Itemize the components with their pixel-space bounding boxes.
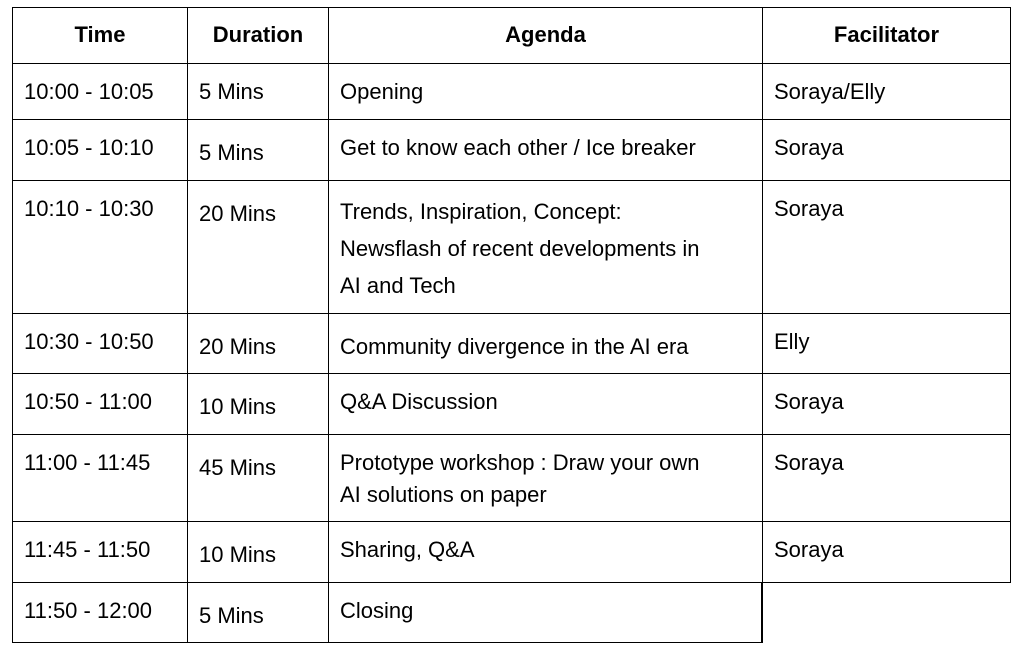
agenda-line: AI and Tech <box>340 273 456 298</box>
cell-duration: 10 Mins <box>187 373 328 434</box>
cell-duration: 10 Mins <box>187 521 328 582</box>
header-agenda: Agenda <box>328 7 762 63</box>
cell-duration: 5 Mins <box>187 119 328 180</box>
agenda-line: Newsflash of recent developments in <box>340 236 700 261</box>
cell-time: 10:10 - 10:30 <box>12 180 187 313</box>
agenda-line: Get to know each other / Ice breaker <box>340 135 696 160</box>
cell-time: 11:50 - 12:00 <box>12 582 187 643</box>
cell-duration: 20 Mins <box>187 180 328 313</box>
header-duration: Duration <box>187 7 328 63</box>
cell-facilitator: Soraya <box>762 180 1011 313</box>
cell-time: 11:00 - 11:45 <box>12 434 187 521</box>
cell-duration: 5 Mins <box>187 582 328 643</box>
cell-facilitator-empty <box>762 582 1011 643</box>
agenda-line: Closing <box>340 598 414 623</box>
agenda-line: AI solutions on paper <box>340 482 547 507</box>
cell-agenda <box>328 313 762 373</box>
agenda-line: Opening <box>340 79 424 104</box>
header-facilitator: Facilitator <box>762 7 1011 63</box>
agenda-line: Prototype workshop : Draw your own <box>340 450 700 475</box>
cell-time: 10:00 - 10:05 <box>12 63 187 119</box>
cell-facilitator: Soraya <box>762 373 1011 434</box>
agenda-line: Community divergence in the AI era <box>340 334 689 359</box>
agenda-line: Q&A Discussion <box>340 389 498 414</box>
cell-facilitator: Soraya <box>762 434 1011 521</box>
cell-facilitator: Soraya/Elly <box>762 63 1011 119</box>
cell-facilitator: Soraya <box>762 119 1011 180</box>
cell-agenda <box>328 180 762 313</box>
header-time: Time <box>12 7 187 63</box>
cell-time: 11:45 - 11:50 <box>12 521 187 582</box>
cell-agenda <box>328 521 762 582</box>
agenda-line: Trends, Inspiration, Concept: <box>340 199 622 224</box>
cell-facilitator: Elly <box>762 313 1011 373</box>
cell-facilitator: Soraya <box>762 521 1011 582</box>
cell-agenda <box>328 434 762 521</box>
agenda-line: Sharing, Q&A <box>340 537 475 562</box>
cell-duration: 20 Mins <box>187 313 328 373</box>
cell-agenda <box>328 373 762 434</box>
agenda-table <box>12 7 1011 643</box>
cell-agenda <box>328 119 762 180</box>
cell-duration: 5 Mins <box>187 63 328 119</box>
cell-agenda <box>328 582 762 643</box>
cell-time: 10:30 - 10:50 <box>12 313 187 373</box>
cell-time: 10:50 - 11:00 <box>12 373 187 434</box>
cell-time: 10:05 - 10:10 <box>12 119 187 180</box>
cell-agenda <box>328 63 762 119</box>
cell-duration: 45 Mins <box>187 434 328 521</box>
